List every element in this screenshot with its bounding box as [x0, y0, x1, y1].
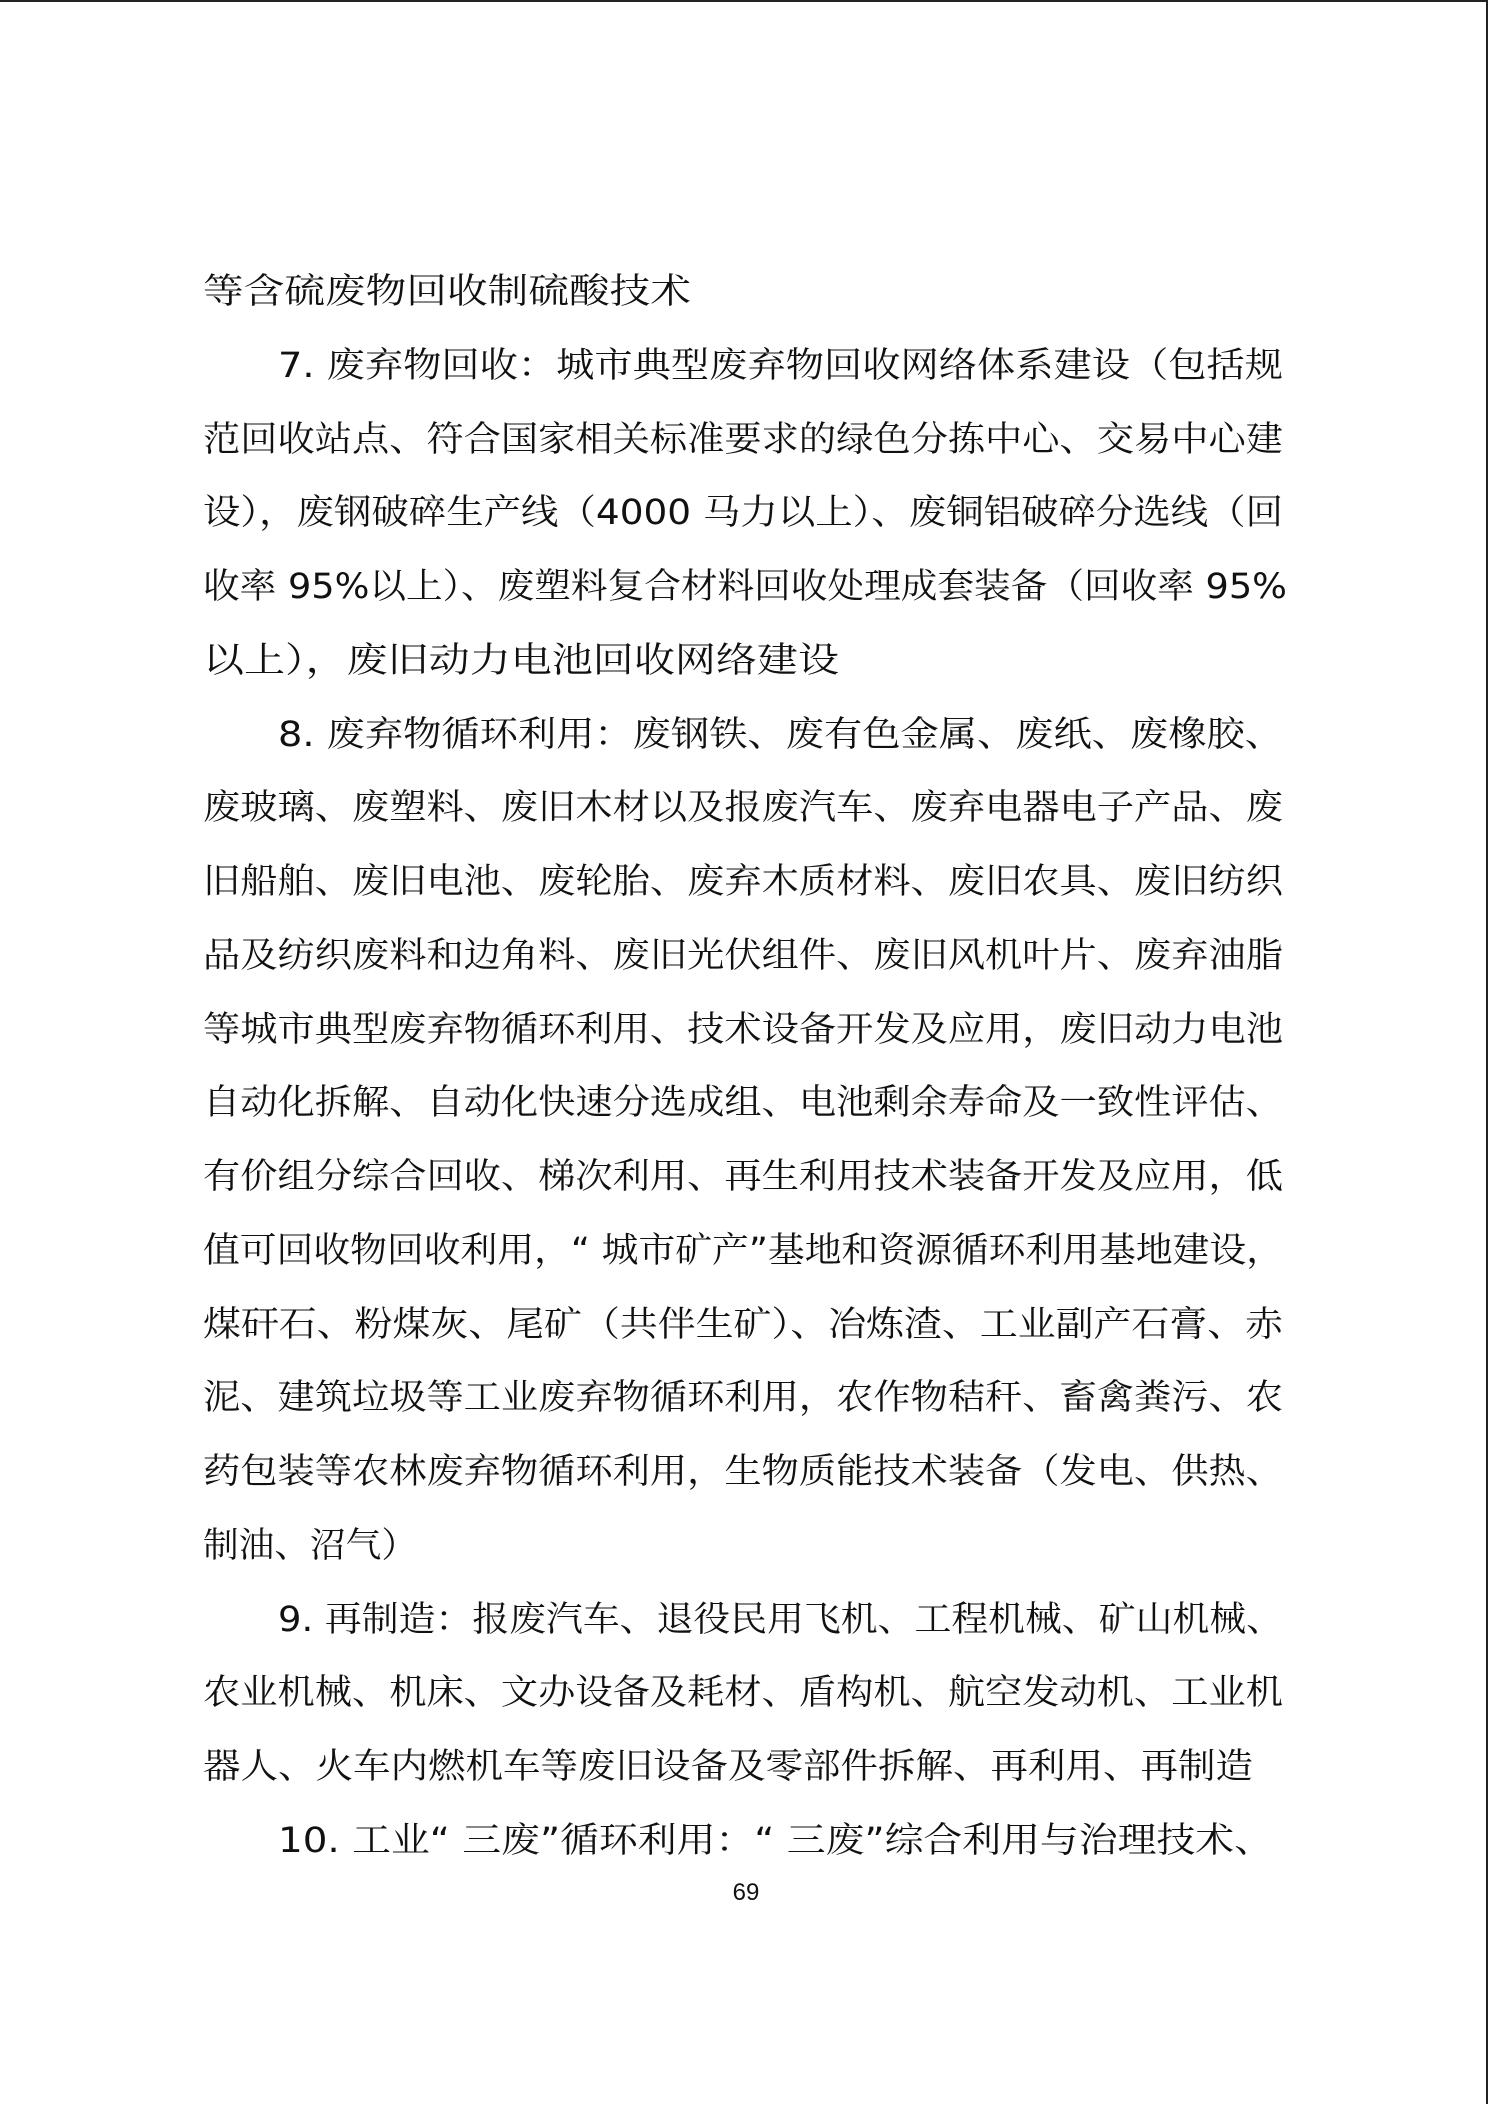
text-line: 收率 95%以上）、废塑料复合材料回收处理成套装备（回收率 95% [203, 567, 1287, 607]
text-line: 有价组分综合回收、梯次利用、再生利用技术装备开发及应用，低 [203, 1157, 1283, 1197]
text-line: 7. 废弃物回收：城市典型废弃物回收网络体系建设（包括规 [278, 346, 1283, 386]
text-line: 药包装等农林废弃物循环利用，生物质能技术装备（发电、供热、 [203, 1452, 1283, 1492]
top-border-line [0, 0, 1488, 2]
text-line: 设），废钢破碎生产线（4000 马力以上）、废铜铝破碎分选线（回 [203, 493, 1283, 533]
text-line: 范回收站点、符合国家相关标准要求的绿色分拣中心、交易中心建 [203, 420, 1283, 460]
text-line: 制油、沼气） [203, 1526, 417, 1566]
text-line: 10. 工业“ 三废”循环利用：“ 三废”综合利用与治理技术、 [278, 1821, 1273, 1861]
text-line: 自动化拆解、自动化快速分选成组、电池剩余寿命及一致性评估、 [203, 1083, 1283, 1123]
text-line: 等含硫废物回收制硫酸技术 [203, 272, 691, 312]
text-line: 值可回收物回收利用，“ 城市矿产”基地和资源循环利用基地建设， [203, 1231, 1283, 1271]
text-line: 品及纺织废料和边角料、废旧光伏组件、废旧风机叶片、废弃油脂 [203, 936, 1283, 976]
text-line: 等城市典型废弃物循环利用、技术设备开发及应用，废旧动力电池 [203, 1010, 1283, 1050]
text-line: 以上），废旧动力电池回收网络建设 [203, 641, 839, 681]
text-line: 8. 废弃物循环利用：废钢铁、废有色金属、废纸、废橡胶、 [278, 715, 1283, 755]
text-line: 器人、火车内燃机车等废旧设备及零部件拆解、再利用、再制造 [203, 1747, 1253, 1787]
page-number: 69 [732, 1879, 760, 1906]
text-line: 农业机械、机床、文办设备及耗材、盾构机、航空发动机、工业机 [203, 1673, 1283, 1713]
text-line: 废玻璃、废塑料、废旧木材以及报废汽车、废弃电器电子产品、废 [203, 788, 1283, 828]
text-line: 泥、建筑垃圾等工业废弃物循环利用，农作物秸秆、畜禽粪污、农 [203, 1378, 1283, 1418]
text-line: 旧船舶、废旧电池、废轮胎、废弃木质材料、废旧农具、废旧纺织 [203, 862, 1283, 902]
text-line: 煤矸石、粉煤灰、尾矿（共伴生矿）、冶炼渣、工业副产石膏、赤 [203, 1305, 1283, 1345]
text-line: 9. 再制造：报废汽车、退役民用飞机、工程机械、矿山机械、 [278, 1600, 1283, 1640]
